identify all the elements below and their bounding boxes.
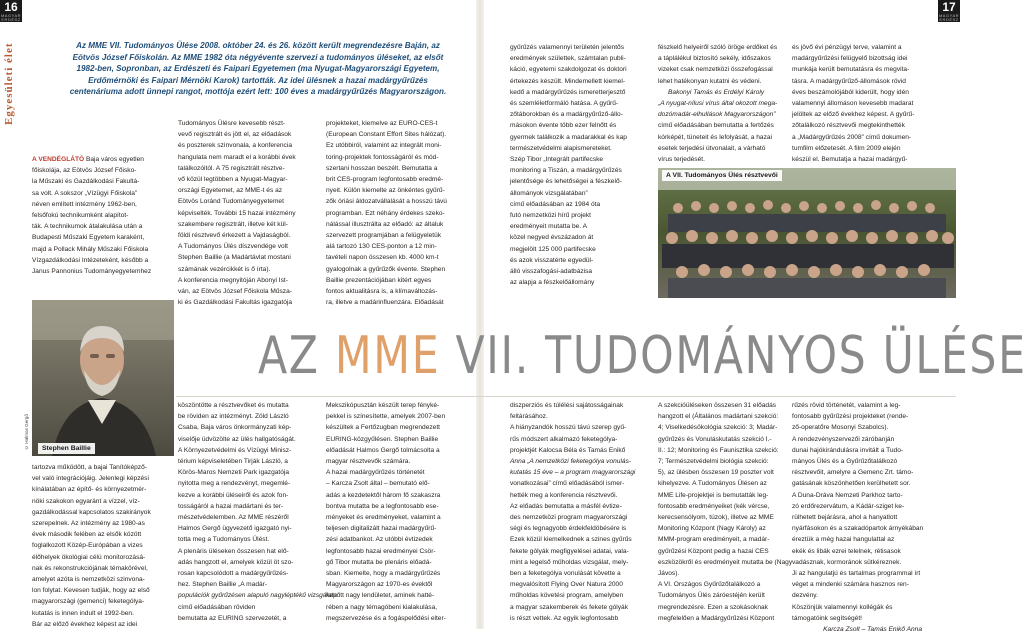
body-line: is részt vettek. Az egyik legfontosabb (510, 614, 619, 622)
body-line: bemutatta az EURING szervezetét, a (178, 614, 287, 622)
body-line: ekék és libák ezrei telelnek, rétisasok (792, 547, 901, 555)
body-line: Baillie prezentációjában kitért egyes (326, 276, 432, 284)
body-line: Bakonyi Tamás és Erdélyi Károly (668, 88, 765, 96)
body-line: dunai hajókirándulásra invitált a Tudo- (792, 446, 904, 454)
title-part-2: MME (334, 326, 441, 386)
body-line: természetvédelmi alapismereteket. (510, 144, 612, 152)
body-line: (European Constant Effort Sites hálózat). (326, 131, 447, 139)
body-line: kórképét, tüneteit és lefolyását, a hazai (658, 133, 772, 141)
body-line: Bár az előző évekhez képest az idei (32, 620, 138, 628)
body-line: A rendezvényszervezői záróbanján (792, 435, 895, 443)
group-caption: A VII. Tudományos Ülés résztvevői (662, 170, 782, 181)
body-line: nöki szakokon egyaránt a vízzel, víz- (32, 497, 140, 505)
body-line: és poszterek színvonala, a konferencia (178, 142, 292, 150)
text-column-b3 (326, 400, 466, 624)
body-line: közel negyed évszázadon át (510, 234, 594, 242)
body-line: felsőfokú technikumként alapítot- (32, 212, 129, 220)
body-line: fontosabb gyűrűzési projekteket (rende- (792, 413, 909, 421)
body-line: II.: 12; Monitoring és Faunisztika szekció: (658, 446, 779, 454)
body-line: programban. Ezt néhány érdekes szeko- (326, 209, 445, 217)
body-line: magyarországi (gemenci) feketególya- (32, 598, 145, 606)
body-line: éves beszámolójából kiderült, hogy idén (792, 88, 909, 96)
body-line: ván, az Eötvös József Főiskola Műsza- (178, 288, 292, 296)
body-line: ra, illetve a madárinfluenzára. Előadását (326, 299, 444, 307)
body-line: kínálatában az építő- és környezetmér- (32, 486, 147, 494)
body-line: 7; Természetvédelmi biológia szekció: (658, 458, 769, 466)
body-line: szakembere regisztrált, illetve két kül- (178, 220, 288, 228)
text-column-3 (326, 118, 466, 308)
body-line: évek második felében az elsők között (32, 531, 142, 539)
body-line: értekezés készült. Mindemellett kiemel- (510, 77, 626, 85)
body-line: monitoring a Tiszán, a madárgyűrűzés (510, 167, 622, 175)
body-line: és jövő évi pénzügyi terve, valamint a (792, 44, 902, 51)
body-line: nyárfásokon és a szakadópartok árnyékában (792, 525, 924, 533)
body-line: adás hangzott el, amelyek közül öt szo- (178, 558, 294, 566)
body-line: szertani hosszan beszélt. Bemutatta a (326, 164, 438, 172)
portrait-caption: Stephen Baillie (38, 443, 95, 454)
body-line: készültek a Fertőzugban megrendezett (326, 424, 440, 432)
photo-credit: © Halmos Gergő (24, 414, 29, 450)
body-line: mányos Ülés és a Gyűrűzőtalálkozó (792, 458, 898, 466)
body-line: vő közül legtöbben a Nyugat-Magyar- (178, 176, 288, 184)
body-line: zó erdőrezervátum, a Kádár-sziget ke- (792, 502, 905, 510)
body-line: tosságáról a hazai madártani és ter- (178, 502, 284, 510)
portrait-image (32, 300, 174, 456)
body-line: Körös-Maros Nemzeti Park igazgatója (178, 469, 290, 477)
body-line: gazdálkodással kapcsolatos szakirányok (32, 508, 151, 516)
body-line: Jávos). (658, 570, 680, 578)
body-line: dezvény. (792, 592, 818, 600)
body-line: zőtáborokban és a madárgyűrűző-állo- (510, 111, 623, 119)
body-line: 4; Viselkedésökológia szekció: 3; Madár- (658, 424, 778, 432)
body-line: magyar résztvevők számára. (326, 458, 411, 466)
body-line: földi résztvevő érkezett a Vajdaságból. (178, 232, 291, 240)
body-line: A plenáris üléseken összesen hat elő- (178, 547, 289, 555)
body-line: alá tartozó 130 CES-ponton a 12 min- (326, 243, 437, 251)
body-line: állományok vizsgálatában” (510, 189, 588, 197)
lead-line: Eötvös József Főiskolán. Az MME 1982 óta négyévente szervezi a tudományos üléseket, az elsőt (72, 52, 444, 62)
body-line: zők óriási áldozatvállalását a hosszú távú (326, 198, 447, 206)
body-line: szerepelnek. Az intézmény az 1980-as (32, 520, 145, 528)
body-line: A konferencia megnyitóján Abonyi Ist- (178, 276, 288, 284)
body-line: élőhelyek ökológiai célú monitorozásá- (32, 553, 146, 561)
body-line: Anna „A nemzetközi feketególya vonulás- (510, 458, 632, 466)
section-label: Egyesületi élet (3, 42, 15, 125)
body-line: gyűrűzés valamennyi területén jelentős (510, 44, 624, 51)
body-line: projektjét Kalocsa Béla és Tamás Enikő (510, 446, 626, 454)
body-line: dozómadár-elhullások Magyarországon” (658, 111, 776, 119)
body-line: A Környezetvédelmi és Vízügyi Minisz- (178, 446, 292, 454)
body-line: másokon évente több ezer felnőtt és (510, 122, 617, 130)
text-column-2 (178, 118, 318, 308)
body-line: a „Madárgyűrűzés 2008” című dokumen- (792, 133, 912, 141)
drop-word: A VENDÉGLÁTÓ (32, 156, 85, 163)
body-line: tavételi napon összesen kb. 4000 km-t (326, 254, 439, 262)
body-line: vonatkozásai” című előadásából ismer- (510, 480, 625, 488)
body-line: a magyar szakemberek és fekete gólyák (510, 603, 629, 611)
body-line: pekkel is színesítette, amelyek 2007-ben (326, 413, 446, 421)
body-line: megfelelően a Madárgyűrűzési Központ (658, 614, 775, 622)
page-number-right: 17 MAGYAR ERDÉSZ (938, 0, 960, 22)
body-line: kutatás 15 éve – a program magyarországi (510, 469, 636, 477)
body-line: képviselték. További 15 hazai intézmény (178, 209, 296, 217)
group-photo (658, 168, 956, 298)
body-line: főiskolája, az Eötvös József Főisko- (32, 167, 137, 175)
author-signature: Karcza Zsolt – Tamás Enikő Anna (823, 626, 922, 634)
body-line: kerecsensólyom, túzok), illetve az MME (658, 514, 774, 522)
body-line: lehet hatékonyan kutatni és védeni. (658, 77, 762, 85)
body-line: Köszönjük valamennyi kollégák és (792, 603, 893, 611)
body-line: Stephen Baillie (a Madártávlat mostani (178, 254, 291, 262)
text-column-b5 (658, 400, 793, 624)
body-line: rülhetett bejárásra, ahol a hanyatlott (792, 514, 898, 522)
body-line: Eötvös Loránd Tudományegyetemet (178, 198, 284, 206)
body-line: gyalogolnak a gyűrűzők évente. Stephen (326, 265, 446, 273)
body-line: ményeket és eredményeket, valamint a (326, 514, 441, 522)
text-column-1 (32, 154, 170, 277)
body-line: diszperziós és túlélési sajátosságainak (510, 402, 624, 409)
body-line: A Tudományos Ülés díszvendége volt (178, 243, 288, 251)
text-column-4 (510, 42, 650, 288)
body-line: valamennyi állomáson kevesebb madarat (792, 100, 914, 108)
body-line: és szemléletformáló hatása. A gyűrű- (510, 100, 619, 108)
body-line: című előadásában az 1984 óta (510, 200, 601, 208)
body-line: fészkelő helyeiről szóló öröge erdőket és (658, 44, 778, 51)
body-line: legfontosabb hazai eredményei Csör- (326, 547, 436, 555)
portrait-photo (32, 300, 174, 456)
body-line: Ji az hangulatjú és tartalmas programmal írt (792, 570, 921, 578)
body-line: térium képviseletében Tirják László, a (178, 458, 288, 466)
body-line: véget a mindenki számára hasznos ren- (792, 581, 909, 589)
body-line: tumfilm előzetesét. A film 2009 elején (792, 144, 901, 152)
body-line: Mekszikópusztán készült terep fényké- (326, 402, 440, 409)
body-line: bontva mutatta be a legfontosabb ese- (326, 502, 439, 510)
body-line: populációk gyűrűzésen alapuló nagyléptékű vizsgálata” (178, 592, 340, 600)
body-line: mészetvédelemben. Az MME részéről (178, 514, 289, 522)
body-line: kutatás is innen indult el 1992-ben. (32, 609, 134, 617)
body-line: lon folytat. Kevesen tudják, hogy az első (32, 587, 150, 595)
text-column-5 (658, 42, 786, 165)
lead-line: centenáriuma adott ünnepi rangot, mottója ezért lett: 100 éves a madárgyűrűzés Magyarországon. (69, 87, 447, 97)
body-line: amelyet azóta is nemzetközi szinvona- (32, 576, 145, 584)
body-line: Tudományos Ülésre kevesebb részt- (178, 120, 286, 127)
body-line: Szép Tibor „Integrált partifecske (510, 156, 604, 164)
body-line: vel való integrációjáig. Jelenlegi képzési (32, 475, 149, 483)
body-line: kezve a korábbi üléseiről és azok fon- (178, 491, 289, 499)
body-line: és azok visszatérte egyedül- (510, 256, 594, 264)
body-line: eredményeit mutatta be. A (510, 223, 587, 231)
body-line: zési adatbankot. Az utóbbi évtizedek (326, 536, 433, 544)
body-line: gyűrűzés és Vonuláskutatás szekció I.- (658, 435, 772, 443)
body-line: Tudományos Ülés záróestéjén került (658, 592, 765, 600)
body-line: feltárásához. (510, 413, 548, 421)
body-line: Magyarországon az 1970-es évektől (326, 581, 433, 589)
body-line: kedő a madárgyűrűzés ismeretterjesztő (510, 88, 626, 96)
body-line: című előadásában röviden (178, 603, 256, 611)
text-column-b2 (178, 400, 340, 624)
body-line: Ez utóbbiról, valamint az integrált moni- (326, 142, 442, 150)
body-line: zőtalálkozó résztvevői megtekinthették (792, 122, 905, 130)
lead-line: Az MME VII. Tudományos Ülése 2008. október 24. és 26. között került megrendezésre Baján, az (76, 41, 440, 50)
body-line: vírus terjedését. (658, 156, 705, 164)
body-line: Az előadás bemutatta a másfél évtize- (510, 502, 622, 510)
article-title (258, 326, 1027, 386)
body-line: viselője üdvözölte az ülés hallgatóságát. (178, 435, 296, 443)
body-line: eszközökről és eredményeit mutatta be (Nagy (658, 558, 793, 566)
body-line: nyeit. Külön kiemelte az önkéntes gyűrű- (326, 187, 445, 195)
body-line: rében a nagy témagóbeni kialakulása, (326, 603, 438, 611)
text-column-b1 (32, 462, 170, 630)
body-line: rosan kapcsolódott a madárgyűrűzés- (178, 570, 289, 578)
body-line: MME Life-projektjei is bemutatták leg- (658, 491, 769, 499)
body-line: Budapesti Műszaki Egyetem karaként, (32, 234, 145, 242)
text-column-6 (792, 42, 922, 165)
body-line: káció, egyetemi szakdolgozat és doktori (510, 66, 627, 74)
body-line: sban. Kiemelte, hogy a madárgyűrűzés (326, 570, 441, 578)
body-line: Janus Pannonius Tudományegyetemhez (32, 268, 152, 276)
body-line: ségi és legnagyobb érdekfeldöbésére is (510, 525, 627, 533)
body-line: jelöltek az előző évekhez képest. A gyűrű- (792, 111, 915, 119)
body-line: vadásznak, kormoránok sütkéreznek. (792, 558, 902, 566)
body-line: esetek terjedési útvonalait, a várható (658, 144, 766, 152)
body-line: fontos aktualitásra is, a klímaváltozás- (326, 288, 438, 296)
body-line: eredmények születtek, számtalan publi- (510, 55, 626, 63)
body-line: nyitotta meg a rendezvényt, megemlé- (178, 480, 291, 488)
body-line: hangulata nem maradt el a korábbi évek (178, 153, 296, 161)
body-line: tásra. A madárgyűrűző-állomások rövid (792, 77, 906, 85)
body-line: Halmos Gergő ügyvezető igazgató nyi- (178, 525, 292, 533)
body-line: nálással illusztrálta az előadó: az általuk (326, 220, 444, 228)
title-part-1: AZ (258, 326, 335, 386)
body-line: EURING-közgyűlésen. Stephen Baillie (326, 435, 439, 443)
text-column-b4 (510, 400, 650, 624)
body-line: ki és Gazdálkodási Fakultás igazgatója (178, 299, 292, 307)
body-line: találkozóitól. A 75 regisztrált résztve- (178, 164, 285, 172)
body-line: A hiányzandók hosszú távú szerep gyű- (510, 424, 627, 432)
body-line: műholdas követési program, amelyben (510, 592, 624, 600)
body-line: la Műszaki és Gazdálkodási Fakultá- (32, 178, 140, 186)
body-line: ző-operatőre Mosonyi Szabolcs). (792, 424, 889, 432)
body-line: Baja város egyetlen (84, 156, 144, 163)
body-line: A hazai madárgyűrűzés történetét (326, 469, 425, 477)
body-line: hangzott el (Általános madártani szekció: (658, 413, 779, 421)
body-line: országi Egyetemet, az MME-t és az (178, 187, 283, 195)
body-line: adás a kezdetektől három fő szakaszra (326, 491, 441, 499)
body-line: résztvevőit, amelyre a Gemenc Zrt. támo- (792, 469, 914, 477)
body-line: az alapja a fészkelőállomány (510, 279, 595, 287)
body-line: toring-projektek fontosságáról és mód- (326, 153, 439, 161)
body-line: sa volt. A sokszor „Vízügyi Főiskola” (32, 189, 138, 197)
body-line: megvalósított Flying Over Natura 2000 (510, 581, 623, 589)
body-line: totta meg a Tudományos Ülést. (178, 536, 270, 544)
body-line: A VI. Országos Gyűrűzőtalálkozó a (658, 581, 761, 589)
body-line: rűs módszert alkalmazó feketególya- (510, 435, 618, 443)
body-line: – Karcza Zsolt által – bemutató elő- (326, 480, 430, 488)
body-line: Monitoring Központ (Nagy Károly) az (658, 525, 766, 533)
body-line: támogatóink segítségét! (792, 614, 863, 622)
body-line: című előadásában bemutatta a fertőzés (658, 122, 774, 130)
page-number-left: 16 MAGYAR ERDÉSZ (0, 0, 22, 22)
body-line: gatásának köszönhetően kerülhetett sor. (792, 480, 911, 488)
body-line: ben a feketególya vonulását követte a (510, 570, 621, 578)
body-line: projekteket, kiemelve az EURO-CES-t (326, 120, 438, 127)
body-line: futó nemzetközi hírű projekt (510, 212, 591, 220)
title-rule (176, 396, 956, 397)
body-line: teljesen digitalizált hazai madárgyűrű- (326, 525, 437, 533)
body-line: álló visszafogási-adatbázisa (510, 268, 593, 276)
body-line: gő Tibor mutatta be plenáris előadá- (326, 558, 432, 566)
body-line: a táplálékul biztosító sekély, időszakos (658, 55, 771, 63)
body-line: 5), az ülésben összesen 19 poszter volt (658, 469, 774, 477)
body-line: „A nyugat-nílusi vírus által okozott mega- (658, 100, 778, 108)
body-line: készül el. Bemutatja a hazai madárgyű- (792, 156, 908, 164)
body-line: Ezek közül kiemelkednek a szines gyűrűs (510, 536, 632, 544)
title-part-3: VII. TUDOMÁNYOS ÜLÉSE (440, 326, 1027, 386)
body-line: megrendezésre. Ezen a szokásoknak (658, 603, 768, 611)
body-line: éreztük a még hazai hangulattal az (792, 536, 895, 544)
body-line: foglalkozott Közép-Európában a vizes (32, 542, 143, 550)
body-line: fontosabb eredményeiket (kék vércse, (658, 502, 770, 510)
body-line: mint a legelső műholdas vizsgálat, mely- (510, 558, 629, 566)
body-line: fekete gólyák megfigyelései adatai, vala- (510, 547, 629, 555)
body-line: gyűrűzési Központ pedig a hazai CES (658, 547, 769, 555)
body-line: majd a Pollack Mihály Műszaki Főiskola (32, 245, 149, 253)
lead-line: Erdőmérnöki és Faipari Mérnöki Karok) tartották. Az idei ülésnek a hazai madárgyűrűzés (88, 75, 428, 85)
body-line: hették meg a konferencia résztvevői. (510, 491, 618, 499)
body-line: des nemzetközi program magyarországi (510, 514, 628, 522)
body-line: vevő regisztrált és jött el, az előadások (178, 131, 292, 139)
body-line: Vízgazdálkodási Intézeteként, később a (32, 256, 149, 264)
body-line: A szekcióüléseken összesen 31 előadás (658, 402, 777, 409)
body-line: MMM-program eredményeit, a madár- (658, 536, 770, 544)
lead-paragraph (38, 40, 478, 98)
body-line: szervezett programjában a felügyeletük (326, 232, 442, 240)
body-line: tartozva működött, a bajai Tanítóképző- (32, 464, 147, 471)
body-line: köszöntötte a résztvevőket és mutatta (178, 402, 289, 409)
body-line: néven említett intézmény 1962-ben, (32, 200, 137, 208)
body-line: hez. Stephen Baillie „A madár- (178, 581, 268, 589)
body-line: madárgyűrűzési felügyelő bizottság idei (792, 55, 908, 63)
body-line: jelentősége és lehetőségei a fészkelő- (510, 178, 622, 186)
body-line: A Duna-Dráva Nemzeti Parkhoz tarto- (792, 491, 903, 499)
body-line: vizeket csak nemzetközi összefogással (658, 66, 773, 74)
body-line: kihelyezve. A Tudományos Ülésen az (658, 480, 767, 488)
lead-line: 1982-ben, Sopronban, az Erdészeti és Faipari Egyetemen (ma Nyugat-Magyarországi Egyetem, (76, 64, 440, 74)
body-line: nak és rekonstrukciójának témakörével, (32, 564, 148, 572)
body-line: előadását Halmos Gergő tolmácsolta a (326, 446, 440, 454)
body-line: brit CES-program legfontosabb eredmé- (326, 176, 444, 184)
body-line: Csaba, Baja város önkormányzati kép- (178, 424, 292, 432)
body-line: megjelölt 125 000 partifecske (510, 245, 596, 253)
group-image (658, 168, 956, 298)
body-line: ták. A technikumok átalakulása után a (32, 223, 143, 231)
body-line: megszervezése és a fogáspelődési elter- (326, 614, 446, 622)
body-line: munkája került bemutatásra és megvita- (792, 66, 910, 74)
body-line: gyermek találkozik a madarakkal és kap (510, 133, 627, 141)
body-line: rűzés rövid történetét, valamint a leg- (792, 402, 901, 409)
body-line: kapott nagy lendületet, aminek hatté- (326, 592, 435, 600)
body-line: számának vezércikkét is ő írta). (178, 265, 271, 273)
text-column-b6 (792, 400, 922, 635)
body-line: be röviden az intézményt. Zöld László (178, 413, 289, 421)
